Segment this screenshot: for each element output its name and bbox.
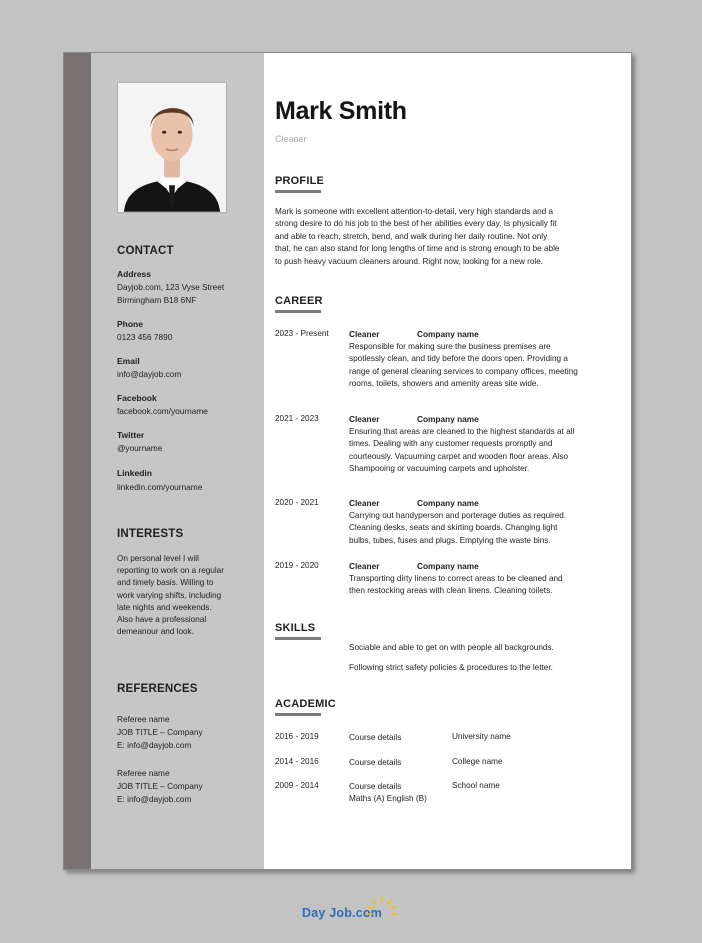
referee-2-name: Referee name: [117, 768, 170, 778]
interests-line: On personal level I will: [117, 554, 199, 563]
academic-1-course: Course details: [349, 733, 402, 742]
profile-photo: [117, 82, 227, 213]
interests-line: Also have a professional: [117, 615, 207, 625]
job-1-line: spotlessly clean, and tidy before the doors open. Providing a: [349, 354, 568, 364]
academic-heading: ACADEMIC: [275, 698, 336, 710]
twitter-value[interactable]: @yourname: [117, 443, 163, 453]
job-2-company: Company name: [417, 414, 479, 424]
profile-heading: PROFILE: [275, 175, 325, 187]
skills-heading-bar: [275, 637, 321, 640]
job-1-line: rooms, toilets, showers and amenity areas site wide.: [349, 379, 539, 389]
referee-1-email: E: info@dayjob.com: [117, 740, 192, 750]
academic-3-course: Course details: [349, 782, 402, 791]
address-line-1: Dayjob.com, 123 Vyse Street: [117, 282, 225, 292]
email-value[interactable]: info@dayjob.com: [117, 369, 182, 379]
job-1-description: [349, 341, 599, 391]
academic-3-institution: School name: [452, 781, 500, 790]
references-heading: REFERENCES: [117, 683, 198, 695]
profile-photo-illustration: [118, 83, 226, 212]
email-label: Email: [117, 356, 140, 366]
phone-value: 0123 456 7890: [117, 332, 173, 342]
job-4-line: Transporting dirty linens to correct areas to be cleaned and: [349, 574, 563, 583]
main-column: [264, 53, 632, 869]
twitter-label: Twitter: [117, 430, 145, 440]
academic-2-institution: College name: [452, 757, 503, 766]
career-heading: CAREER: [275, 295, 323, 307]
address-label: Address: [117, 269, 152, 279]
job-3-company: Company name: [417, 498, 479, 508]
job-2-line: times. Dealing with any customer requests promptly and: [349, 439, 553, 449]
interests-text: [117, 553, 245, 638]
academic-2-dates: 2014 - 2016: [275, 757, 319, 766]
interests-line: reporting to work on a regular: [117, 566, 224, 576]
job-3-line: bulbs, tubes, fuses and plugs. Emptying the waste bins.: [349, 535, 551, 545]
job-4-description: [349, 573, 599, 598]
referee-2-title: JOB TITLE – Company: [117, 781, 203, 791]
contact-heading: CONTACT: [117, 245, 174, 257]
job-3-line: Cleaning desks, seats and skirting boards. Changing light: [349, 523, 558, 533]
job-2-description: [349, 426, 599, 476]
career-heading-bar: [275, 310, 321, 313]
referee-1-name: Referee name: [117, 714, 170, 724]
job-3-title: Cleaner: [349, 498, 380, 508]
profile-line: that, he can also stand for long lengths of time and is strong enough to be able: [275, 244, 560, 254]
profile-text: [275, 206, 585, 268]
job-4-line: then restocking areas with clean linens. Cleaning toilets.: [349, 586, 553, 596]
job-2-line: courteously. Vacuuming carpet and wooden floor areas. Also: [349, 451, 569, 461]
sun-logo-icon: [364, 894, 400, 924]
job-3-dates: 2020 - 2021: [275, 498, 319, 507]
linkedin-value[interactable]: linkedin.com/yourname: [117, 482, 203, 492]
interests-heading: INTERESTS: [117, 528, 184, 540]
job-1-line: Responsible for making sure the business premises are: [349, 342, 551, 351]
sidebar: [91, 53, 264, 869]
job-3-line: Carrying out handyperson and porterage duties as required.: [349, 511, 567, 520]
academic-1-institution: University name: [452, 732, 511, 741]
interests-line: work varying shifts, including: [117, 590, 222, 600]
interests-line: late nights and weekends.: [117, 602, 212, 612]
job-1-line: range of general cleaning services to company offices, meeting: [349, 366, 578, 376]
profile-line: to push heavy vacuum cleaners around. Right now, looking for a new role.: [275, 256, 544, 266]
resume-sheet: [63, 52, 632, 870]
job-4-title: Cleaner: [349, 561, 380, 571]
job-1-company: Company name: [417, 329, 479, 339]
job-1-title: Cleaner: [349, 329, 380, 339]
job-4-company: Company name: [417, 561, 479, 571]
candidate-role: Cleaner: [275, 134, 307, 144]
job-2-line: Ensuring that areas are cleaned to the highest standards at all: [349, 427, 575, 436]
profile-line: Mark is someone with excellent attention-to-detail, very high standards and a: [275, 207, 554, 216]
sidebar-accent-strip: [64, 53, 91, 869]
candidate-name: Mark Smith: [275, 97, 407, 125]
job-3-description: [349, 510, 599, 547]
academic-1-dates: 2016 - 2019: [275, 732, 319, 741]
profile-heading-bar: [275, 190, 321, 193]
job-2-dates: 2021 - 2023: [275, 414, 319, 423]
academic-3-dates: 2009 - 2014: [275, 781, 319, 790]
job-2-title: Cleaner: [349, 414, 380, 424]
linkedin-label: Linkedin: [117, 468, 152, 478]
academic-heading-bar: [275, 713, 321, 716]
interests-line: demeanour and look.: [117, 627, 194, 637]
job-1-dates: 2023 - Present: [275, 329, 329, 338]
profile-line: strong desire to do his job to the best of her abilities every day. Is physically fit: [275, 219, 557, 229]
profile-line: and able to reach, stretch, bend, and walk during her daily routine. Not only: [275, 231, 548, 241]
academic-2-course: Course details: [349, 758, 402, 767]
interests-line: and timely basis. Willing to: [117, 578, 214, 588]
job-4-dates: 2019 - 2020: [275, 561, 319, 570]
dayjob-logo-text[interactable]: Day Job.com: [302, 906, 383, 920]
academic-3-grades: Maths (A) English (B): [349, 794, 427, 803]
skill-item: Sociable and able to get on with people all backgrounds.: [349, 643, 554, 652]
facebook-value[interactable]: facebook.com/yourname: [117, 406, 208, 416]
address-line-2: Birmingham B18 6NF: [117, 295, 197, 305]
referee-1-title: JOB TITLE – Company: [117, 727, 203, 737]
skills-heading: SKILLS: [275, 622, 316, 634]
job-2-line: Shampooing or vacuuming carpets and upholster.: [349, 464, 530, 474]
referee-2-email: E: info@dayjob.com: [117, 794, 192, 804]
facebook-label: Facebook: [117, 393, 157, 403]
skill-item: Following strict safety policies & procedures to the letter.: [349, 663, 553, 672]
phone-label: Phone: [117, 319, 143, 329]
